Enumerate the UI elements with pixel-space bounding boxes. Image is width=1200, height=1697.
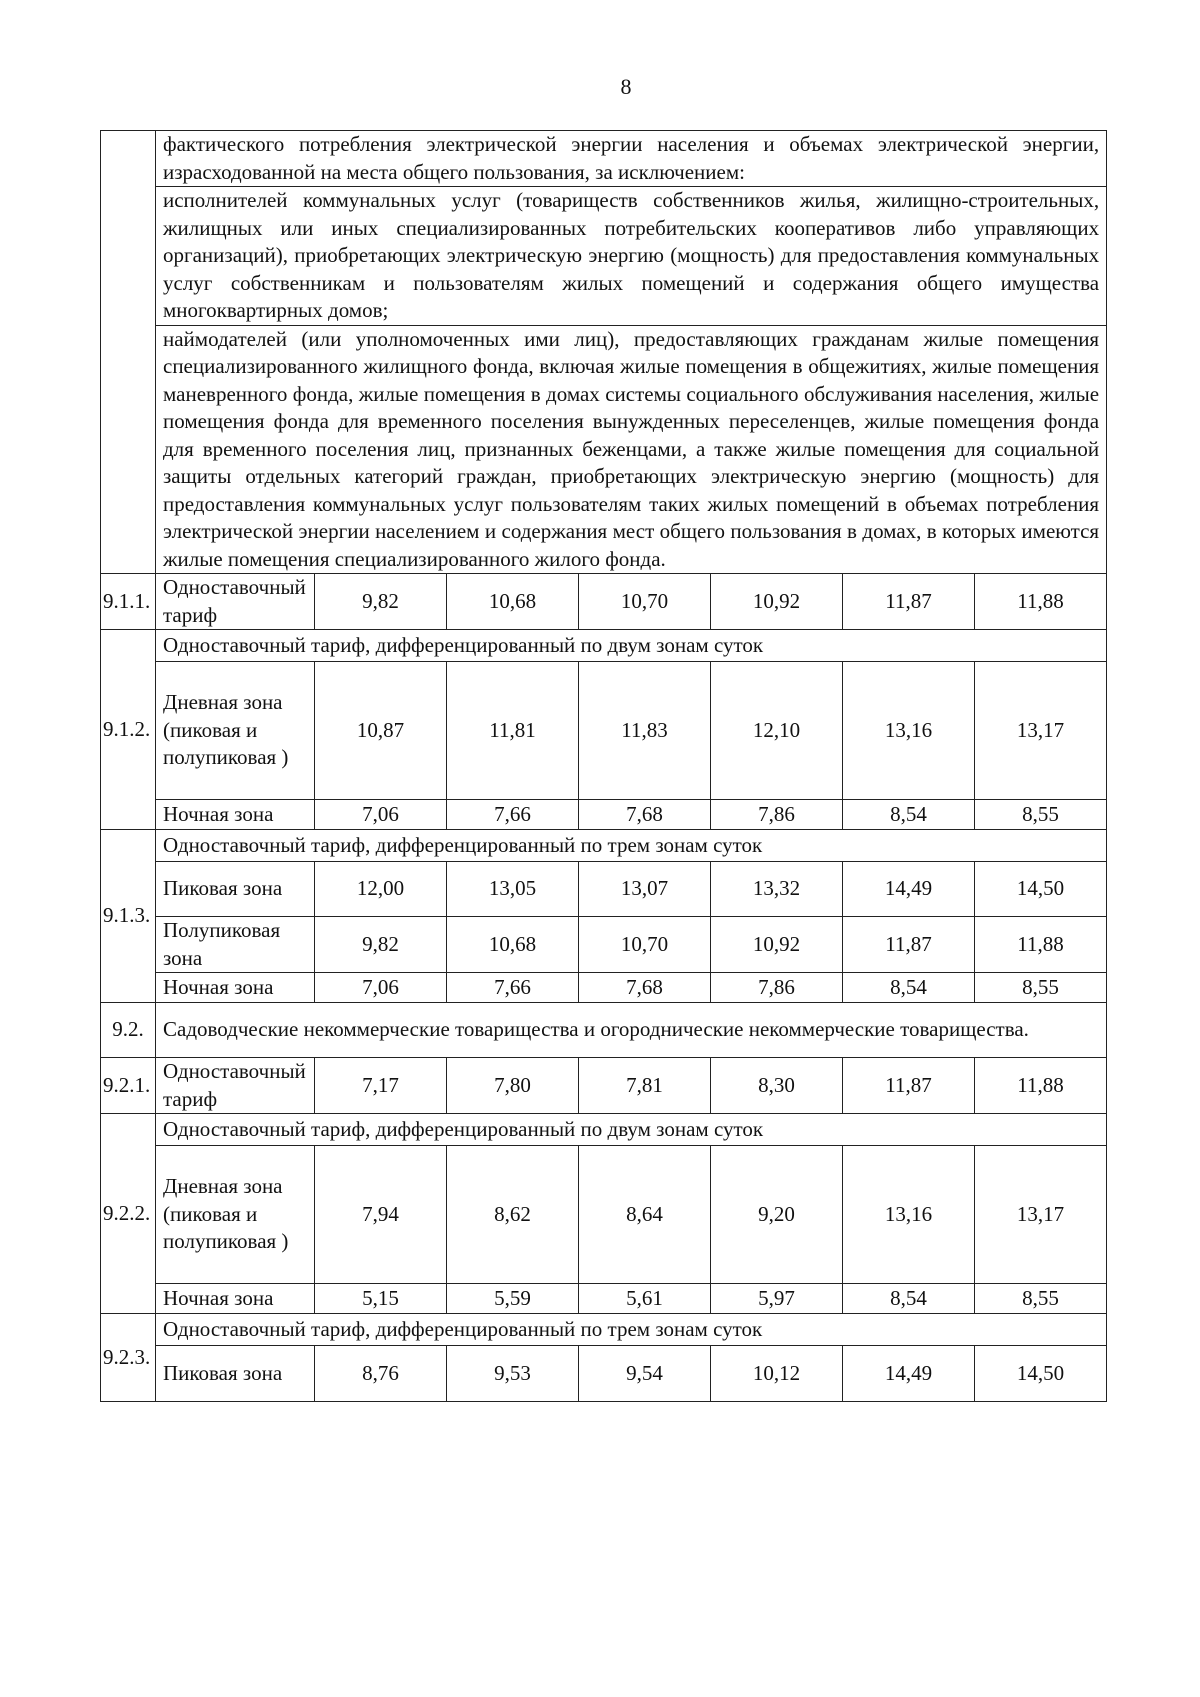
value-cell: 7,81	[579, 1058, 711, 1114]
row-9-2-2-night	[101, 1284, 1107, 1314]
value-cell: 8,54	[843, 973, 975, 1003]
value-cell: 5,15	[315, 1284, 447, 1314]
row-label: Полупиковая зона	[156, 917, 315, 973]
value-cell: 10,68	[447, 917, 579, 973]
value-cell: 5,59	[447, 1284, 579, 1314]
value-cell: 11,88	[975, 917, 1107, 973]
value-cell: 10,70	[579, 917, 711, 973]
row-9-1-2-header	[101, 630, 1107, 662]
row-9-2-3-peak	[101, 1346, 1107, 1402]
value-cell: 10,92	[711, 574, 843, 630]
row-code: 9.1.1.	[101, 574, 156, 630]
value-cell: 13,07	[579, 862, 711, 917]
value-cell: 7,68	[579, 973, 711, 1003]
value-cell: 7,06	[315, 800, 447, 830]
intro-row-3	[101, 325, 1107, 574]
value-cell: 11,83	[579, 662, 711, 800]
value-cell: 13,05	[447, 862, 579, 917]
value-cell: 8,55	[975, 1284, 1107, 1314]
row-9-1-1	[101, 574, 1107, 630]
value-cell: 8,54	[843, 800, 975, 830]
row-label: Пиковая зона	[156, 862, 315, 917]
value-cell: 8,54	[843, 1284, 975, 1314]
value-cell: 9,82	[315, 574, 447, 630]
intro-row-2	[101, 187, 1107, 326]
row-code: 9.2.3.	[101, 1314, 156, 1402]
row-9-1-3-night	[101, 973, 1107, 1003]
row-9-1-3-peak	[101, 862, 1107, 917]
section-text: Садоводческие некоммерческие товарищества и огороднические некоммерческие товарищества.	[156, 1003, 1107, 1058]
value-cell: 10,12	[711, 1346, 843, 1402]
value-cell: 11,88	[975, 1058, 1107, 1114]
value-cell: 5,97	[711, 1284, 843, 1314]
value-cell: 5,61	[579, 1284, 711, 1314]
page-number: 8	[620, 74, 632, 99]
section-header: Одноставочный тариф, дифференцированный по двум зонам суток	[156, 630, 1107, 662]
row-label: Одноставочный тариф	[156, 1058, 315, 1114]
value-cell: 14,50	[975, 862, 1107, 917]
value-cell: 8,30	[711, 1058, 843, 1114]
value-cell: 12,10	[711, 662, 843, 800]
value-cell: 7,80	[447, 1058, 579, 1114]
row-label: Ночная зона	[156, 973, 315, 1003]
row-code: 9.2.1.	[101, 1058, 156, 1114]
row-9-2-2-day	[101, 1146, 1107, 1284]
value-cell: 7,86	[711, 973, 843, 1003]
row-9-1-2-night	[101, 800, 1107, 830]
value-cell: 9,54	[579, 1346, 711, 1402]
intro-code-cell	[101, 131, 156, 574]
row-9-1-2-day	[101, 662, 1107, 800]
section-header: Одноставочный тариф, дифференцированный по двум зонам суток	[156, 1114, 1107, 1146]
row-9-1-3-header	[101, 830, 1107, 862]
intro-row-1	[101, 131, 1107, 187]
value-cell: 9,82	[315, 917, 447, 973]
value-cell: 11,81	[447, 662, 579, 800]
value-cell: 8,62	[447, 1146, 579, 1284]
value-cell: 9,20	[711, 1146, 843, 1284]
row-label: Одноставочный тариф	[156, 574, 315, 630]
row-label: Пиковая зона	[156, 1346, 315, 1402]
value-cell: 11,87	[843, 917, 975, 973]
value-cell: 10,87	[315, 662, 447, 800]
value-cell: 9,53	[447, 1346, 579, 1402]
value-cell: 7,94	[315, 1146, 447, 1284]
value-cell: 13,16	[843, 662, 975, 800]
value-cell: 8,76	[315, 1346, 447, 1402]
value-cell: 10,70	[579, 574, 711, 630]
row-label: Дневная зона (пиковая и полупиковая )	[156, 1146, 315, 1284]
value-cell: 7,17	[315, 1058, 447, 1114]
value-cell: 14,49	[843, 862, 975, 917]
row-9-2	[101, 1003, 1107, 1058]
value-cell: 7,68	[579, 800, 711, 830]
row-9-2-1	[101, 1058, 1107, 1114]
value-cell: 13,17	[975, 1146, 1107, 1284]
section-header: Одноставочный тариф, дифференцированный по трем зонам суток	[156, 1314, 1107, 1346]
value-cell: 8,64	[579, 1146, 711, 1284]
value-cell: 11,87	[843, 574, 975, 630]
tariff-table	[100, 130, 1107, 1402]
value-cell: 10,92	[711, 917, 843, 973]
row-9-2-2-header	[101, 1114, 1107, 1146]
row-code: 9.1.2.	[101, 630, 156, 830]
value-cell: 8,55	[975, 973, 1107, 1003]
row-code: 9.1.3.	[101, 830, 156, 1003]
value-cell: 12,00	[315, 862, 447, 917]
intro-paragraph-3: наймодателей (или уполномоченных ими лиц), предоставляющих гражданам жилые помещения специализированного жилищного фонда, включая жилые помещения в общежитиях, жилые помещения маневренного фонда, жилые помещения в домах системы социального обслуживания населения, жилые помещения фонда для временного поселения вынужденных переселенцев, жилые помещения фонда для временного поселения лиц, признанных беженцами, а также жилые помещения для социальной защиты отдельных категорий граждан, приобретающих электрическую энергию (мощность) для предоставления коммунальных услуг пользователям таких жилых помещений в объемах потребления электрической энергии населением и содержания мест общего пользования в домах, в которых имеются жилые помещения специализированного жилого фонда.	[156, 325, 1107, 574]
value-cell: 7,86	[711, 800, 843, 830]
row-code: 9.2.	[101, 1003, 156, 1058]
value-cell: 10,68	[447, 574, 579, 630]
value-cell: 7,66	[447, 800, 579, 830]
row-9-2-3-header	[101, 1314, 1107, 1346]
row-label: Дневная зона (пиковая и полупиковая )	[156, 662, 315, 800]
value-cell: 11,88	[975, 574, 1107, 630]
row-label: Ночная зона	[156, 800, 315, 830]
section-header: Одноставочный тариф, дифференцированный по трем зонам суток	[156, 830, 1107, 862]
value-cell: 13,16	[843, 1146, 975, 1284]
value-cell: 7,06	[315, 973, 447, 1003]
value-cell: 13,32	[711, 862, 843, 917]
intro-paragraph-2: исполнителей коммунальных услуг (товариществ собственников жилья, жилищно-строительных, жилищных или иных специализированных потребительских кооперативов либо управляющих организаций), приобретающих электрическую энергию (мощность) для предоставления коммунальных услуг собственникам и пользователям жилых помещений и содержания общего имущества многоквартирных домов;	[156, 187, 1107, 326]
value-cell: 14,50	[975, 1346, 1107, 1402]
row-9-1-3-halfpeak	[101, 917, 1107, 973]
value-cell: 7,66	[447, 973, 579, 1003]
value-cell: 13,17	[975, 662, 1107, 800]
row-code: 9.2.2.	[101, 1114, 156, 1314]
intro-paragraph-1: фактического потребления электрической энергии населения и объемах электрической энергии, израсходованной на места общего пользования, за исключением:	[156, 131, 1107, 187]
value-cell: 8,55	[975, 800, 1107, 830]
value-cell: 11,87	[843, 1058, 975, 1114]
value-cell: 14,49	[843, 1346, 975, 1402]
row-label: Ночная зона	[156, 1284, 315, 1314]
